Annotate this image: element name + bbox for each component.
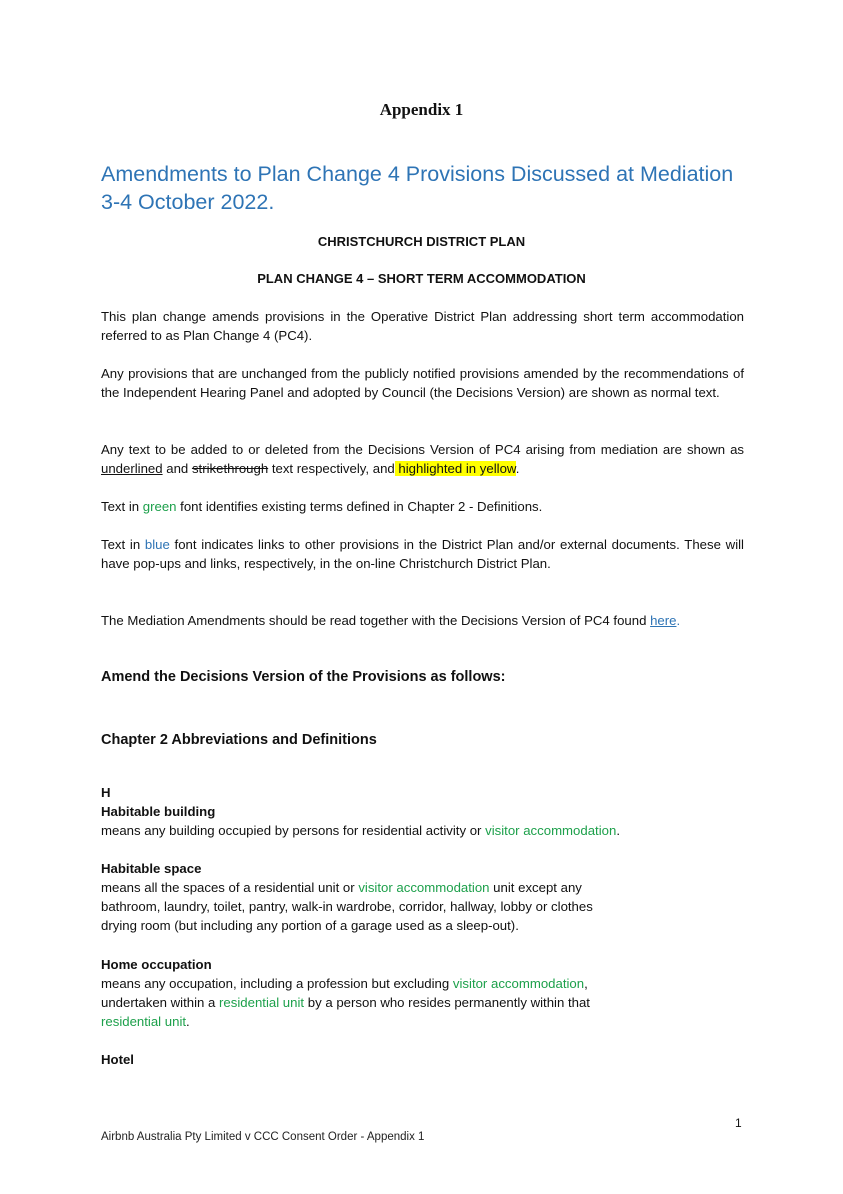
plan-change-heading: PLAN CHANGE 4 – SHORT TERM ACCOMMODATION — [257, 271, 586, 286]
plan-name-heading: CHRISTCHURCH DISTRICT PLAN — [317, 234, 526, 249]
habitable-space-line-3: drying room (but including any portion of a garage used as a sleep-out). — [101, 918, 519, 933]
decisions-version-link[interactable]: here — [650, 613, 677, 628]
habitable-building-pre: means any building occupied by persons for residential activity or — [101, 823, 486, 838]
intro-paragraph-1: This plan change amends provisions in the Operative District Plan addressing short term accommodation referred to as Plan Change 4 (PC4). — [101, 309, 744, 343]
definition-habitable-building — [101, 802, 741, 840]
habitable-space-pre: means all the spaces of a residential unit or — [101, 880, 359, 895]
term-home-occupation: Home occupation — [101, 957, 212, 972]
visitor-accommodation-link[interactable]: visitor accommodation — [485, 823, 617, 838]
home-occupation-line2-end: by a person who resides permanently within that — [304, 995, 590, 1010]
highlight-example: highlighted in yellow — [394, 461, 516, 476]
green-example: green — [142, 499, 177, 514]
definition-habitable-space — [101, 859, 741, 935]
habitable-building-text — [101, 821, 741, 840]
home-occupation-line1-end: , — [584, 976, 588, 991]
intro-paragraph-4 — [101, 497, 744, 516]
home-occupation-line-1 — [101, 974, 741, 993]
p6-text-pre: The Mediation Amendments should be read together with the Decisions Version of PC4 found — [101, 613, 651, 628]
footer-text: Airbnb Australia Pty Limited v CCC Consent Order - Appendix 1 — [101, 1131, 425, 1143]
visitor-accommodation-link[interactable]: visitor accommodation — [452, 976, 585, 991]
home-occupation-pre: means any occupation, including a profession but excluding — [101, 976, 453, 991]
visitor-accommodation-link[interactable]: visitor accommodation — [358, 880, 490, 895]
home-occupation-line-2 — [101, 993, 741, 1012]
habitable-building-end: . — [616, 823, 620, 838]
definition-home-occupation — [101, 955, 741, 1031]
p3-text-mid: text respectively, and — [268, 461, 395, 476]
term-habitable-space: Habitable space — [101, 861, 202, 876]
blue-example: blue — [144, 537, 170, 552]
document-title: Amendments to Plan Change 4 Provisions Discussed at Mediation 3-4 October 2022. — [101, 162, 734, 214]
term-hotel: Hotel — [101, 1052, 134, 1067]
intro-paragraph-6 — [101, 611, 744, 630]
intro-paragraph-2: Any provisions that are unchanged from the publicly notified provisions amended by the recommendations of the Independent Hearing Panel and adopted by Council (the Decisions Version) are shown as normal text. — [101, 366, 744, 400]
residential-unit-link[interactable]: residential unit — [219, 995, 305, 1010]
page-number: 1 — [735, 1116, 742, 1130]
habitable-space-line-1 — [101, 878, 741, 897]
home-occupation-line2-pre: undertaken within a — [101, 995, 220, 1010]
residential-unit-link[interactable]: residential unit — [101, 1014, 187, 1029]
home-occupation-line-3 — [101, 1012, 741, 1031]
p6-text-end: . — [676, 613, 681, 628]
p3-text-end: . — [515, 461, 520, 476]
intro-paragraph-3 — [101, 440, 744, 478]
definition-letter-heading: H — [101, 785, 111, 800]
p5-text-pre: Text in — [101, 537, 145, 552]
intro-paragraph-5 — [101, 535, 744, 573]
chapter-heading: Chapter 2 Abbreviations and Definitions — [101, 732, 377, 748]
strikethrough-example: strikethrough — [191, 461, 269, 476]
p3-text-pre: Any text to be added to or deleted from the Decisions Version of PC4 arising from mediation are shown as — [101, 442, 744, 457]
underlined-example: underlined — [101, 461, 163, 476]
term-habitable-building: Habitable building — [101, 804, 216, 819]
p5-text-post: font indicates links to other provisions in the District Plan and/or external documents. These will have pop-ups and links, respectively, in the on-line Christchurch District Plan. — [101, 537, 744, 571]
habitable-space-line1-end: unit except any — [489, 880, 582, 895]
p3-text-and: and — [162, 461, 192, 476]
p4-text-post: font identifies existing terms defined in Chapter 2 - Definitions. — [176, 499, 543, 514]
amend-heading: Amend the Decisions Version of the Provisions as follows: — [101, 669, 506, 685]
p4-text-pre: Text in — [101, 499, 143, 514]
appendix-label: Appendix 1 — [379, 100, 464, 119]
habitable-space-line-2: bathroom, laundry, toilet, pantry, walk-in wardrobe, corridor, hallway, lobby or clothes — [101, 899, 593, 914]
home-occupation-end: . — [186, 1014, 190, 1029]
